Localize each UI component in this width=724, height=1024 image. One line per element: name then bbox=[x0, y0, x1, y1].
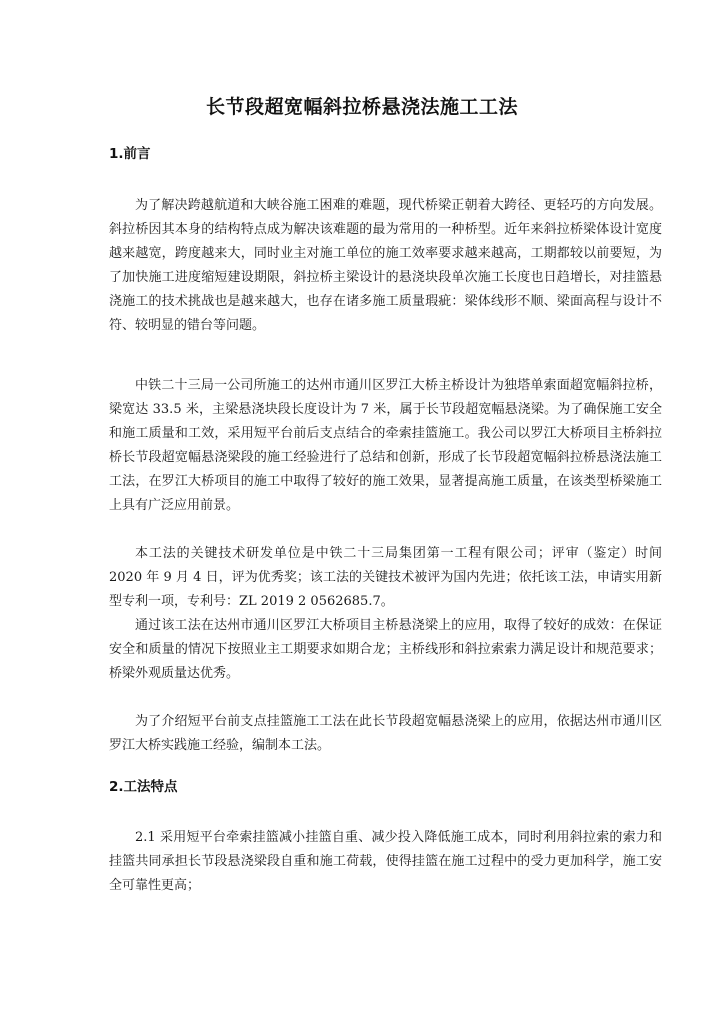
section-heading-foreword: 1.前言 bbox=[109, 146, 151, 162]
paragraph: 本工法的关键技术研发单位是中铁二十三局集团第一工程有限公司；评审（鉴定）时间 2020 年 9 月 4 日，评为优秀奖；该工法的关键技术被评为国内先进；依托该工法，申请实用新型专利一项，专利号：ZL 2019 2 0562685.7。 bbox=[109, 546, 662, 609]
paragraph: 为了解决跨越航道和大峡谷施工困难的难题，现代桥梁正朝着大跨径、更轻巧的方向发展。斜拉桥因其本身的结构特点成为解决该难题的最为常用的一种桥型。近年来斜拉桥梁体设计宽度越来越宽，跨度越来大，同时业主对施工单位的施工效率要求越来越高，工期都较以前要短，为了加快施工进度缩短建设期限，斜拉桥主梁设计的悬浇块段单次施工长度也日趋增长，对挂篮悬浇施工的技术挑战也是越来越大，也存在诸多施工质量瑕疵：梁体线形不顺、梁面高程与设计不符、较明显的错台等问题。 bbox=[109, 198, 662, 333]
paragraph: 2.1 采用短平台牵索挂篮减小挂篮自重、减少投入降低施工成本，同时利用斜拉索的索力和挂篮共同承担长节段悬浇梁段自重和施工荷载，使得挂篮在施工过程中的受力更加科学，施工安全可靠性更高； bbox=[109, 830, 662, 893]
section-heading-features: 2.工法特点 bbox=[109, 779, 178, 795]
document-title: 长节段超宽幅斜拉桥悬浇法施工工法 bbox=[205, 96, 518, 118]
paragraph: 为了介绍短平台前支点挂篮施工工法在此长节段超宽幅悬浇梁上的应用，依据达州市通川区罗江大桥实践施工经验，编制本工法。 bbox=[109, 714, 662, 753]
paragraph: 通过该工法在达州市通川区罗江大桥项目主桥悬浇梁上的应用，取得了较好的成效：在保证安全和质量的情况下按照业主工期要求如期合龙；主桥线形和斜拉索索力满足设计和规范要求；桥梁外观质量达优秀。 bbox=[109, 618, 662, 681]
paragraph: 中铁二十三局一公司所施工的达州市通川区罗江大桥主桥设计为独塔单索面超宽幅斜拉桥，梁宽达 33.5 米，主梁悬浇块段长度设计为 7 米，属于长节段超宽幅悬浇梁。为了确保施工安全和施工质量和工效，采用短平台前后支点结合的牵索挂篮施工。我公司以罗江大桥项目主桥斜拉桥长节段超宽幅悬浇梁段的施工经验进行了总结和创新，形成了长节段超宽幅斜拉桥悬浇法施工工法，在罗江大桥项目的施工中取得了较好的施工效果，显著提高施工质量，在该类型桥梁施工上具有广泛应用前景。 bbox=[109, 378, 662, 513]
